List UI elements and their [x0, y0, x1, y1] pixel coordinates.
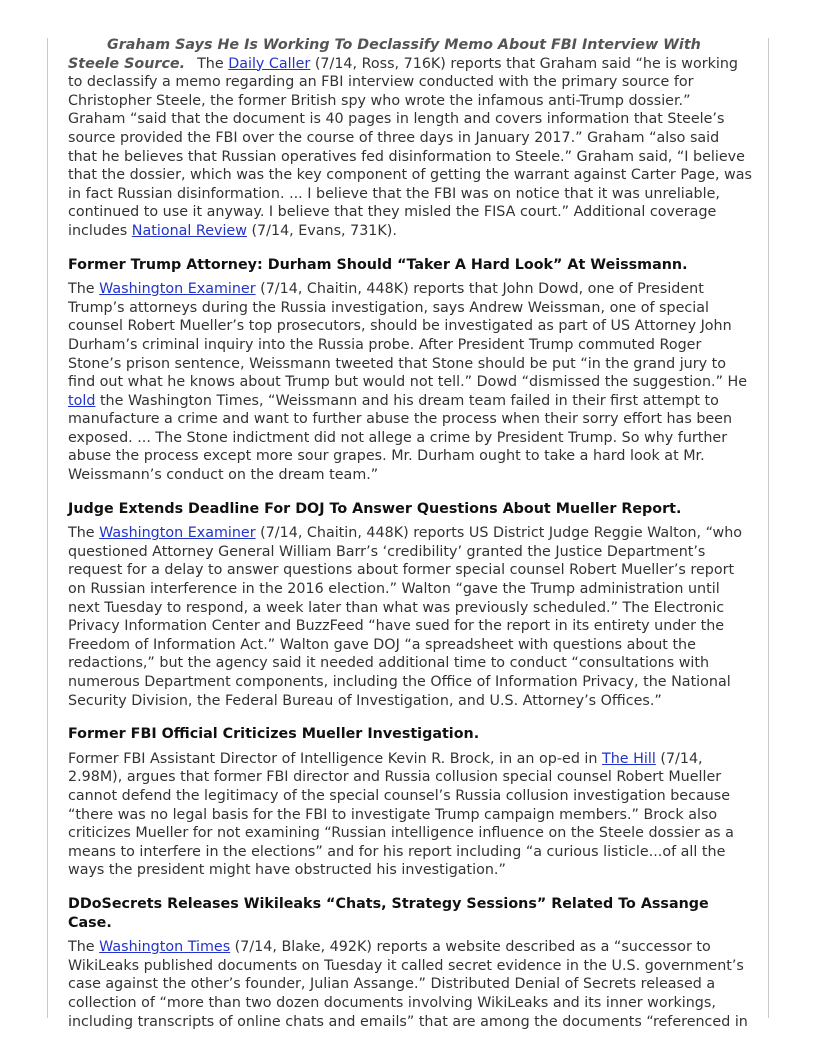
article-title: Former Trump Attorney: Durham Should “Taker A Hard Look” At Weissmann. — [68, 256, 688, 273]
told-link[interactable]: told — [68, 392, 96, 409]
left-margin-rule — [47, 38, 48, 1018]
article-judge-deadline: The Washington Examiner (7/14, Chaitin, 448K) reports US District Judge Reggie Walton, “who questioned Attorney General William Barr’s ‘credibility’ granted the Justice Department’s request for a delay to answer questions about former special counsel Robert Mueller’s report on Russian interference in the 2016 election.” Walton “gave the Trump administration until next Tuesday to respond, a week later than what was previously scheduled.” The Electronic Privacy Information Center and BuzzFeed “have sued for the report in its entirety under the Freedom of Information Act.” Walton gave DOJ “a spreadsheet with questions about the redactions,” but the agency said it needed additional time to conduct “consultations with numerous Department components, including the Office of Information Privacy, the National Security Division, the Federal Bureau of Investigation, and U.S. Attorney’s Offices.” — [68, 525, 743, 709]
article-graham-declassify: Graham Says He Is Working To Declassify Memo About FBI Interview With Steele Source. The Daily Caller (7/14, Ross, 716K) reports that Graham said “he is working to declassify a memo regarding an FBI interview conducted with the primary source for Christopher Steele, the former British spy who wrote the infamous anti-Trump dossier.” Graham “said that the document is 40 pages in length and covers information that Steele’s source provided the FBI over the course of three days in January 2017.” Graham “also said that he believes that Russian operatives fed disinformation to Steele.” Graham said, “I believe that the dossier, which was the key component of getting the warrant against Carter Page, was in fact Russian disinformation. ... I believe that the FBI was on notice that it was unreliable, continued to use it anyway. I believe that they misled the FISA court.” Additional coverage includes National Review (7/14, Evans, 731K). — [68, 37, 752, 239]
article-title: Former FBI Official Criticizes Mueller Investigation. — [68, 726, 480, 743]
article-ddosecrets: The Washington Times (7/14, Blake, 492K) reports a website described as a “successor to WikiLeaks published documents on Tuesday it called secret evidence in the U.S. government’s case against the other’s founder, Julian Assange.” Distributed Denial of Secrets released a collection of “more than two dozen documents involving WikiLeaks and its inner workings, including transcripts of online chats and emails” that are among the documents “referenced in — [68, 939, 748, 1030]
article-brock-oped: Former FBI Assistant Director of Intelligence Kevin R. Brock, in an op-ed in The Hill (7/14, 2.98M), argues that former FBI director and Russia collusion special counsel Robert Mueller cannot defend the legitimacy of the special counsel’s Russia collusion investigation because “there was no legal basis for the FBI to investigate Trump campaign members.” Brock also criticizes Mueller for not examining “Russian intelligence influence on the Steele dossier as a means to interfere in the elections” and for his report including “a curious listicle...of all the ways the president might have obstructed his investigation.” — [68, 750, 734, 879]
the-hill-link[interactable]: The Hill — [602, 750, 656, 767]
washington-examiner-link[interactable]: Washington Examiner — [99, 525, 256, 542]
document-page — [68, 36, 752, 1031]
right-margin-rule — [768, 38, 769, 1018]
washington-examiner-link[interactable]: Washington Examiner — [99, 281, 256, 298]
article-dowd-weissmann: The Washington Examiner (7/14, Chaitin, 448K) reports that John Dowd, one of President Trump’s attorneys during the Russia investigation, says Andrew Weissman, one of special counsel Robert Mueller’s top prosecutors, should be investigated as part of US Attorney John Durham’s criminal inquiry into the Russia probe. After President Trump commuted Roger Stone’s prison sentence, Weissmann tweeted that Stone should be put “in the grand jury to find out what he knows about Trump but would not tell.” Dowd “dismissed the suggestion.” He told the Washington Times, “Weissmann and his dream team failed in their first attempt to manufacture a crime and want to further abuse the process when their sorry effort has been exposed. ... The Stone indictment did not allege a crime by President Trump. So why further abuse the process except more sour grapes. Mr. Durham ought to take a hard look at Mr. Weissmann’s conduct on the dream team.” — [68, 281, 748, 484]
article-title: Graham Says He Is Working To Declassify Memo About FBI Interview With Steele Source. — [68, 37, 701, 72]
national-review-link[interactable]: National Review — [131, 222, 247, 239]
washington-times-link[interactable]: Washington Times — [99, 939, 231, 956]
article-title: DDoSecrets Releases Wikileaks “Chats, Strategy Sessions” Related To Assange Case. — [68, 895, 709, 931]
article-title: Judge Extends Deadline For DOJ To Answer Questions About Mueller Report. — [68, 500, 682, 517]
daily-caller-link[interactable]: Daily Caller — [228, 55, 311, 72]
